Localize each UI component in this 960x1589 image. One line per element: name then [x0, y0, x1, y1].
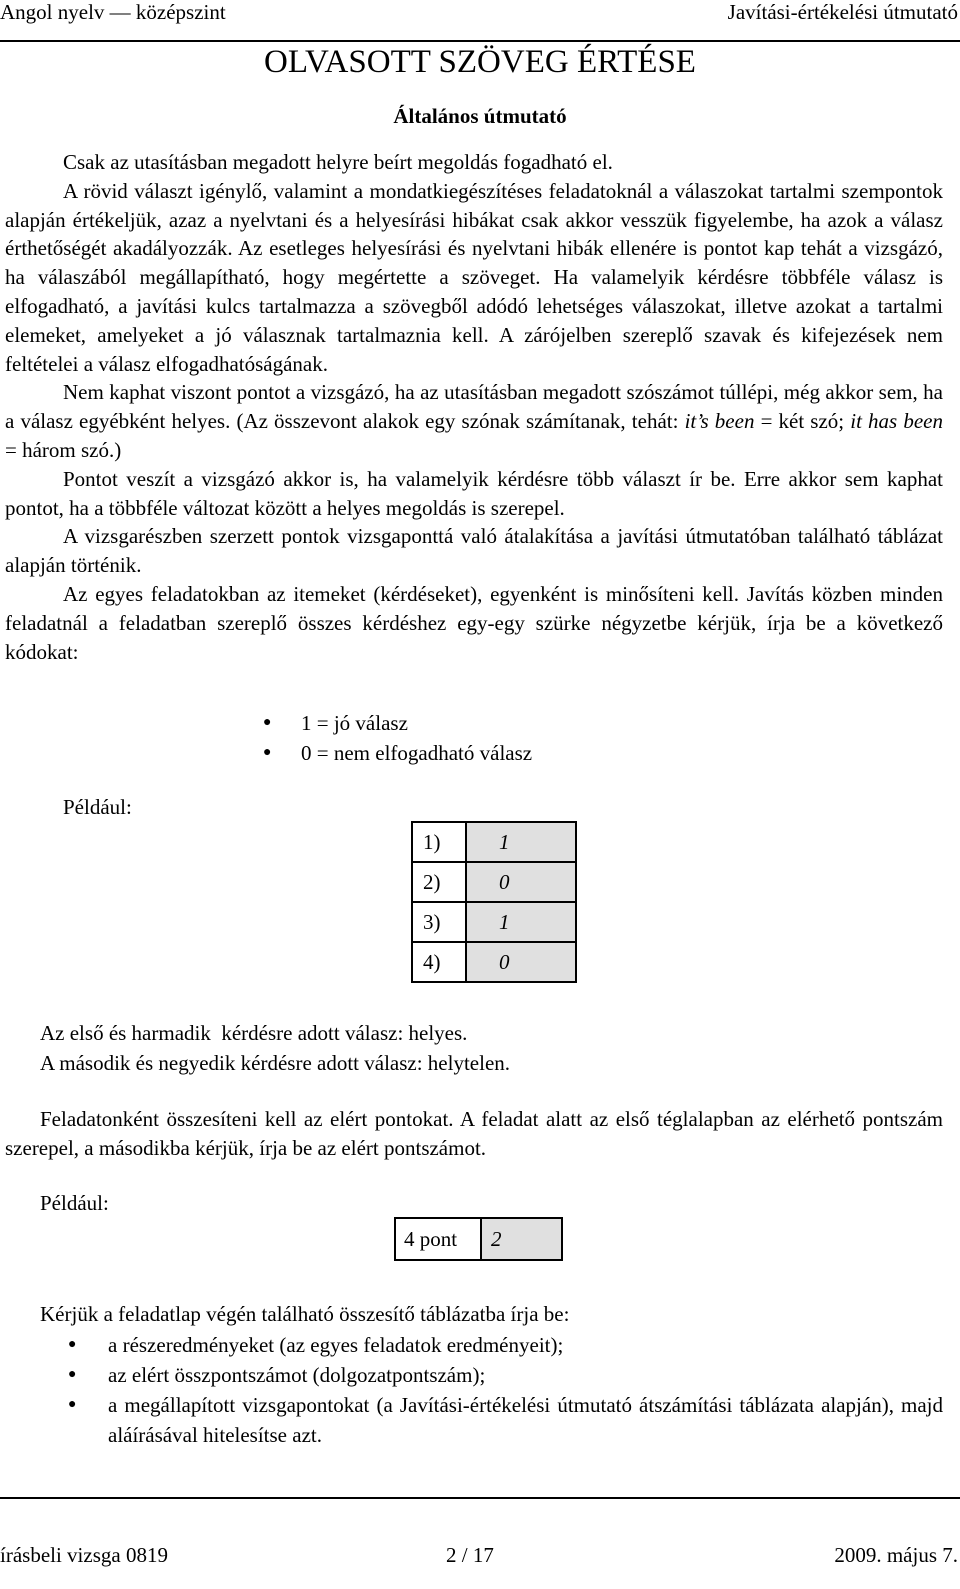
paragraph-3 [5, 378, 943, 464]
item-code-cell: 1 [466, 902, 576, 942]
list-item: ● az elért összpontszámot (dolgozatpontszám); [70, 1360, 943, 1390]
item-number: 3) [412, 902, 466, 942]
paragraph-3-b: = két szó; [754, 409, 851, 434]
paragraph-3-c: = három szó.) [5, 437, 122, 462]
example-code-table [411, 821, 577, 983]
item-code-cell: 1 [466, 822, 576, 862]
page-title: OLVASOTT SZÖVEG ÉRTÉSE [264, 44, 696, 80]
table-row [412, 822, 576, 862]
list-item: ● a részeredményeket (az egyes feladatok eredményeit); [70, 1330, 943, 1360]
paragraph-1: Csak az utasításban megadott helyre beírt megoldás fogadható el. [63, 150, 613, 174]
example-full-form: it has been [850, 409, 943, 434]
table-row [412, 862, 576, 902]
summary-list [70, 1330, 943, 1450]
paragraph-4: Pontot veszít a vizsgázó akkor is, ha valamelyik kérdésre több választ ír be. Erre akkor sem kaphat pontot, ha a többféle változat között a helyes megoldás is szerepel. [5, 466, 943, 520]
page-number: 2 / 17 [446, 1543, 494, 1567]
explanation-incorrect: A második és negyedik kérdésre adott válasz: helytelen. [40, 1051, 511, 1075]
summary-intro: Kérjük a feladatlap végén található összesítő táblázatba írja be: [40, 1302, 570, 1326]
item-code-cell: 0 [466, 942, 576, 982]
paragraph-3-a: Nem kaphat viszont pontot a vizsgázó, ha az utasításban megadott szószámot túllépi, még akkor sem, ha a válasz egyébként helyes. (Az összevont alakok egy szónak számítanak, tehát: [5, 380, 943, 434]
codes-list [263, 708, 532, 768]
page-header [0, 0, 960, 42]
paragraph-6: Az egyes feladatokban az itemeket (kérdéseket), egyenként is minősíteni kell. Javítás közben minden feladatnál a feladatban szereplő összes kérdéshez egy-egy szürke négyzetbe kérjük, írja be a következő kódokat: [5, 581, 943, 664]
item-number: 2) [412, 862, 466, 902]
paragraph-5: A vizsgarészben szerzett pontok vizsgaponttá való átalakítása a javítási útmutatóban található táblázat alapján történik. [5, 524, 943, 578]
list-item: ● a megállapított vizsgapontokat (a Javítási-értékelési útmutató átszámítási táblázata alapján), majd aláírásával hitelesítse azt. [70, 1390, 943, 1450]
item-number: 1) [412, 822, 466, 862]
table-row [412, 942, 576, 982]
header-subject: Angol nyelv — középszint [0, 0, 226, 24]
guide-text [5, 148, 943, 666]
item-number: 4) [412, 942, 466, 982]
table-row [412, 902, 576, 942]
footer-date: 2009. május 7. [834, 1543, 958, 1567]
achieved-points-cell: 2 [480, 1219, 561, 1259]
code-item-incorrect: ● 0 = nem elfogadható válasz [263, 738, 532, 768]
scoring-instructions [5, 1105, 943, 1163]
paragraph-7: Feladatonként összesíteni kell az elért pontokat. A feladat alatt az első téglalapban az elérhető pontszám szerepel, a másodikba kérjük, írja be az elért pontszámot. [5, 1107, 943, 1160]
item-code-cell: 0 [466, 862, 576, 902]
footer-exam-code: írásbeli vizsga 0819 [0, 1543, 168, 1567]
example-label: Például: [63, 795, 132, 819]
section-subtitle: Általános útmutató [393, 104, 567, 128]
points-box [394, 1217, 563, 1261]
explanation-correct: Az első és harmadik kérdésre adott válasz: helyes. [40, 1021, 468, 1045]
code-item-correct: ● 1 = jó válasz [263, 708, 532, 738]
paragraph-2: A rövid választ igénylő, valamint a mondatkiegészítéses feladatoknál a válaszokat tartalmi szempontok alapján értékeljük, azaz a nyelvtani és a helyesírási hibákat csak akkor vesszük figyelembe, ha azok a válasz érthetőségét akadályozzák. Az esetleges helyesírási és nyelvtani hibák ellenére is pontot kap tehát a vizsgázó, ha válaszából megállapítható, hogy megértette a szöveget. Ha valamelyik kérdésre többféle válasz is elfogadható, a javítási kulcs tartalmazza a szövegből adódó lehetséges válaszokat, illetve azokat a tartalmi elemeket, amelyeket a jó válasznak tartalmaznia kell. A zárójelben szereplő szavak és kifejezések nem feltételei a válasz elfogadhatóságának. [5, 178, 943, 376]
example2-label: Például: [40, 1191, 109, 1215]
header-doc-type: Javítási-értékelési útmutató [727, 0, 958, 24]
page-footer [0, 1497, 960, 1567]
example-explanation [40, 1018, 510, 1078]
max-points-cell: 4 pont [404, 1227, 458, 1251]
example-contraction: it’s been [684, 409, 755, 434]
